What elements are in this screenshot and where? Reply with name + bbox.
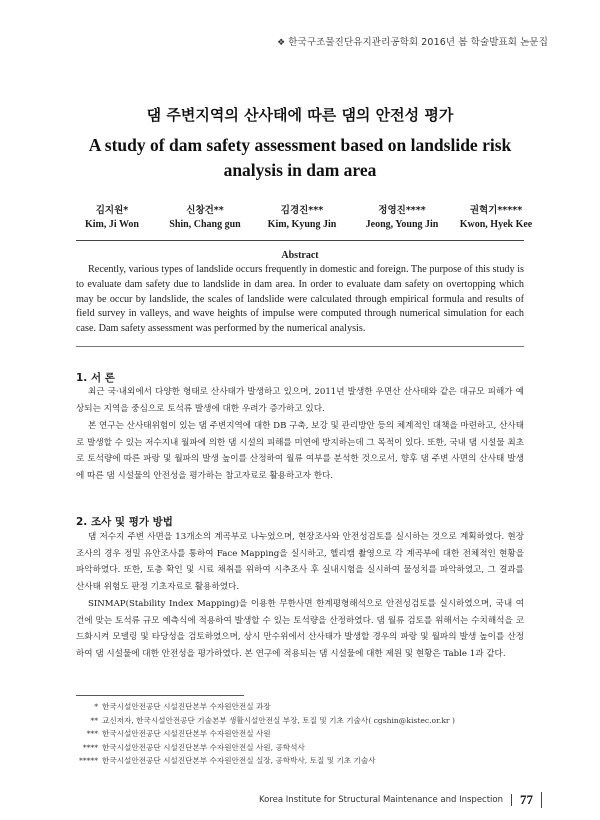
footnote-text: 한국시설안전공단 시설진단본부 수자원안전실 사원, 공학석사 xyxy=(102,742,305,752)
author-name-korean: 권혁기***** xyxy=(469,205,523,216)
section-heading-methods: 2. 조사 및 평가 방법 xyxy=(76,516,173,528)
body-paragraph: 본 연구는 산사태위험이 있는 댐 주변지역에 대한 DB 구축, 보강 및 관리방안 등의 체계적인 대책을 마련하고, 산사태로 발생할 수 있는 저수지내 월파에 의한 댐 시설의 피해를 미연에 방지하는데 그 목적이 있다. 또한, 국내 댐 시설물 최초로 토석량에 따른 파랑 및 월파의 발생 높이를 산정하여 월류 여부를 분석한 것으로서, 향후 댐 주변 사면의 산사태 발생에 따른 댐 시설물의 안전성을 평가하는 참고자료로 활용하고자 한다. xyxy=(76,421,524,481)
abstract-body: Recently, various types of landslide occurs frequently in domestic and foreign. The purpose of this study is to evaluate dam safety due to landslide in dam area. In order to evaluate dam safety on overtopping which may be occur by landslide, the scales of landslide were calculated through empirical formula and results of field survey in valleys, and wave heights of impulse were computed through numerical simulation for each case. Dam safety assessment was performed by the numerical analysis. xyxy=(76,264,524,335)
footnote-list xyxy=(76,700,524,768)
footnote-mark: **** xyxy=(82,742,98,752)
running-header-text: 한국구조물진단유지관리공학회 2016년 봄 학술발표회 논문집 xyxy=(288,37,548,48)
body-paragraph: 최근 국·내외에서 다양한 형태로 산사태가 발생하고 있으며, 2011년 발생한 우면산 산사태와 같은 대규모 피해가 예상되는 지역을 중심으로 토석류 발생에 대한 우려가 증가하고 있다. xyxy=(76,387,524,414)
footnote-text: 한국시설안전공단 시설진단본부 수자원안전실 과장 xyxy=(102,702,271,711)
footnote xyxy=(76,700,524,714)
author-name-english: Kwon, Hyek Kee xyxy=(459,219,533,230)
running-footer-text: Korea Institute for Structural Maintenance and Inspection xyxy=(259,795,503,805)
abstract-top-rule xyxy=(76,240,524,241)
author-name-english: Jeong, Young Jin xyxy=(365,219,439,230)
author-list xyxy=(74,204,534,234)
footnote-text: 교신저자, 한국시설안전공단 기술본부 생활시설안전실 부장, 토질 및 기초 기술사( cgshin@kistec.or.kr ) xyxy=(102,715,455,725)
footnote xyxy=(76,741,524,755)
abstract-heading: Abstract xyxy=(281,250,319,261)
footer-edge-bar xyxy=(541,792,542,808)
author xyxy=(74,204,150,232)
author-name-korean: 신창건** xyxy=(186,205,224,216)
footnote xyxy=(76,714,524,728)
footnote xyxy=(76,754,524,768)
author-name-korean: 정영진**** xyxy=(378,205,426,216)
title-english: A study of dam safety assessment based on landslide risk analysis in dam area xyxy=(88,135,512,180)
title-korean: 댐 주변지역의 산사태에 따른 댐의 안전성 평가 xyxy=(146,106,454,124)
author-name-korean: 김지원* xyxy=(95,205,129,216)
body-paragraph: SINMAP(Stability Index Mapping)을 이용한 무한사면 한계평형해석으로 안전성검토를 실시하였으며, 국내 여건에 맞는 토석류 규모 예측식에 적용하여 발생할 수 있는 토석량을 산정하였다. 댐 월류 검토를 위해서는 수치해석을 코드화시켜 모델링 및 타당성을 검토하였으며, 상시 만수위에서 산사태가 발생할 경우의 파랑 및 월파의 발생 높이를 산정하여 댐 시설물에 대한 안전성을 평가하였다. 본 연구에 적용되는 댐 시설물에 대한 제원 및 현황은 Table 1과 같다. xyxy=(76,599,524,659)
footnote-rule xyxy=(76,695,244,696)
running-header xyxy=(277,34,548,48)
author-name-korean: 김경진*** xyxy=(280,205,324,216)
footnote-mark: ** xyxy=(90,715,98,725)
author-name-english: Kim, Kyung Jin xyxy=(267,219,337,230)
author-name-english: Shin, Chang gun xyxy=(169,219,241,230)
page-number: 77 xyxy=(520,792,533,807)
abstract-bottom-rule xyxy=(76,346,524,347)
footnote-mark: * xyxy=(94,702,98,711)
footnote-mark: *** xyxy=(86,729,98,739)
section-heading-introduction: 1. 서 론 xyxy=(76,372,115,384)
body-paragraph: 댐 저수지 주변 사면을 13개소의 계곡부로 나누었으며, 현장조사와 안전성검토를 실시하는 것으로 계획하였다. 현장조사의 경우 정밀 유안조사를 통하여 Face Mapping을 실시하고, 헬리캠 촬영으로 각 계곡부에 대한 전체적인 현황을 파악하였다. 또한, 토층 확인 및 시료 채취를 위하여 시추조사 후 실내시험을 실시하여 물성치를 파악하였고, 그 결과를 산사태 위험도 판정 기초자료로 활용하였다. xyxy=(76,532,524,592)
running-footer xyxy=(259,792,542,808)
author-name-english: Kim, Ji Won xyxy=(85,219,139,230)
footnote xyxy=(76,727,524,741)
footer-divider xyxy=(511,794,512,806)
author xyxy=(160,204,250,232)
footnote-mark: ***** xyxy=(79,756,98,766)
footnote-text: 한국시설안전공단 시설진단본부 수자원안전실 사원 xyxy=(102,729,271,739)
author xyxy=(260,204,344,232)
author xyxy=(354,204,450,232)
diamond-bullet-icon: ❖ xyxy=(277,38,286,48)
footnote-text: 한국시설안전공단 시설진단본부 수자원안전실 실장, 공학박사, 토질 및 기초 기술사 xyxy=(102,756,376,766)
author xyxy=(458,204,534,232)
